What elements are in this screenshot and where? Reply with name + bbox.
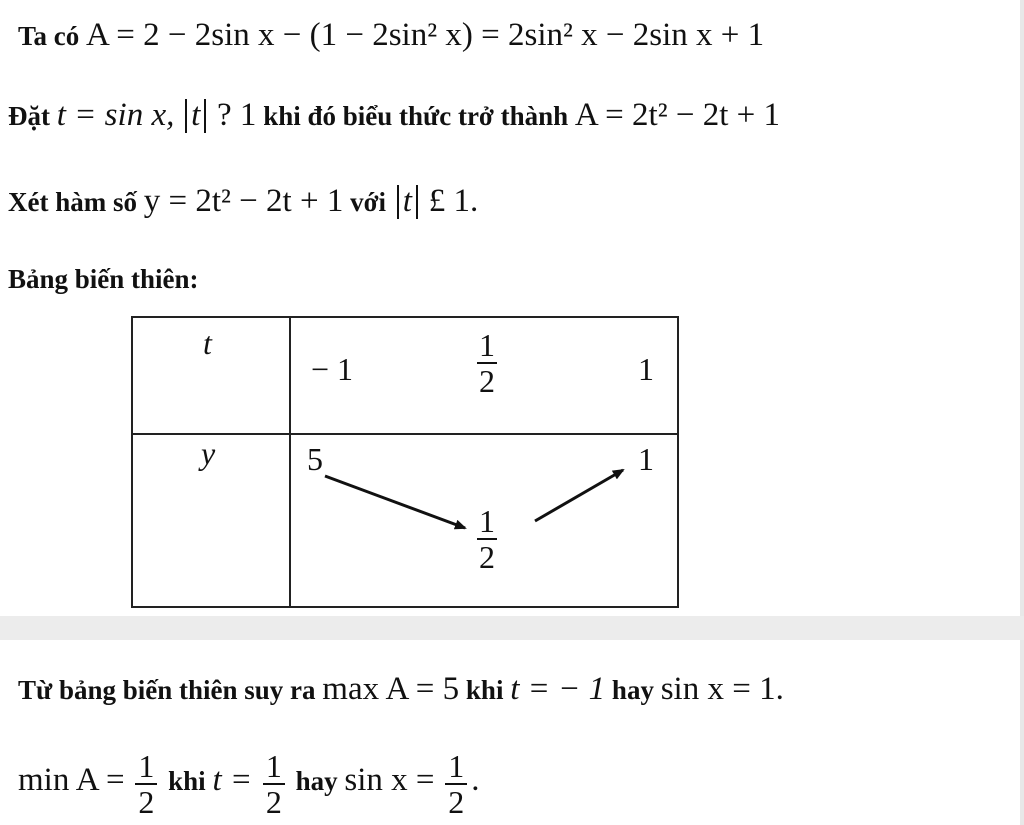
label-bang-bien-thien: Bảng biến thiên: bbox=[8, 264, 199, 294]
garbled-inequality: £ 1. bbox=[428, 183, 479, 219]
min-lhs: min A = bbox=[18, 762, 125, 798]
t-fraction-num: 1 bbox=[263, 749, 285, 785]
line-xet-ham-so bbox=[8, 184, 478, 219]
y-value-left: 5 bbox=[307, 441, 323, 477]
variation-arrows bbox=[133, 318, 677, 606]
function-y: y = 2t² − 2t + 1 bbox=[143, 183, 344, 219]
min-fraction bbox=[135, 749, 157, 819]
t-value-left: − 1 bbox=[311, 351, 354, 387]
row-label-t: t bbox=[203, 325, 212, 361]
label-voi: với bbox=[350, 187, 387, 217]
expression-a-t: A = 2t² − 2t + 1 bbox=[574, 97, 780, 133]
t-definition: t = sin x, bbox=[56, 97, 175, 133]
t-value-right: 1 bbox=[638, 351, 654, 387]
increasing-arrow bbox=[535, 470, 623, 521]
t-fraction-den: 2 bbox=[265, 783, 282, 820]
decreasing-arrow bbox=[325, 476, 465, 528]
label-tu-bang: Từ bảng biến thiên suy ra bbox=[18, 675, 316, 705]
sin-expression: sin x = 1. bbox=[660, 671, 784, 707]
label-ta-co: Ta có bbox=[18, 21, 80, 51]
label-hay: hay bbox=[611, 675, 654, 705]
variation-table bbox=[131, 316, 679, 608]
line-ta-co bbox=[18, 18, 764, 53]
line-conclusion-min bbox=[18, 740, 480, 820]
abs-bar-right bbox=[204, 99, 206, 133]
final-period: . bbox=[471, 762, 480, 798]
expression-a: A = 2 − 2sin x − (1 − 2sin² x) = 2sin² x − 2sin x + 1 bbox=[86, 17, 765, 53]
y-min-denominator: 2 bbox=[479, 539, 495, 575]
sin-fraction-num: 1 bbox=[445, 749, 467, 785]
garbled-symbol: ? 1 bbox=[217, 97, 257, 133]
t-value-expression: t = − 1 bbox=[510, 671, 606, 707]
min-fraction-num: 1 bbox=[135, 749, 157, 785]
abs-bar-left bbox=[397, 185, 399, 219]
label-khi-2: khi bbox=[168, 766, 206, 796]
y-value-right: 1 bbox=[638, 441, 654, 477]
line-dat-t bbox=[8, 98, 780, 133]
t-mid-numerator: 1 bbox=[479, 327, 495, 363]
abs-bar-left bbox=[185, 99, 187, 133]
t-mid-denominator: 2 bbox=[479, 363, 495, 399]
abs-bar-right bbox=[416, 185, 418, 219]
solution-part-2 bbox=[0, 640, 1024, 825]
row-label-y: y bbox=[201, 435, 216, 471]
label-dat: Đặt bbox=[8, 101, 50, 131]
line-conclusion-max bbox=[18, 672, 784, 707]
sin-fraction-den: 2 bbox=[448, 783, 465, 820]
label-xet-ham-so: Xét hàm số bbox=[8, 187, 137, 217]
label-khi-do: khi đó biểu thức trở thành bbox=[263, 101, 569, 131]
sin-fraction bbox=[445, 749, 467, 819]
section-gap bbox=[0, 616, 1024, 640]
max-expression: max A = 5 bbox=[322, 671, 460, 707]
t-lhs: t = bbox=[212, 762, 253, 798]
abs-t: t bbox=[402, 183, 412, 219]
label-khi: khi bbox=[465, 675, 504, 705]
min-fraction-den: 2 bbox=[138, 783, 155, 820]
y-min-numerator: 1 bbox=[479, 503, 495, 539]
sin-lhs: sin x = bbox=[344, 762, 435, 798]
label-hay-2: hay bbox=[295, 766, 338, 796]
t-fraction bbox=[263, 749, 285, 819]
abs-t: t bbox=[191, 97, 201, 133]
